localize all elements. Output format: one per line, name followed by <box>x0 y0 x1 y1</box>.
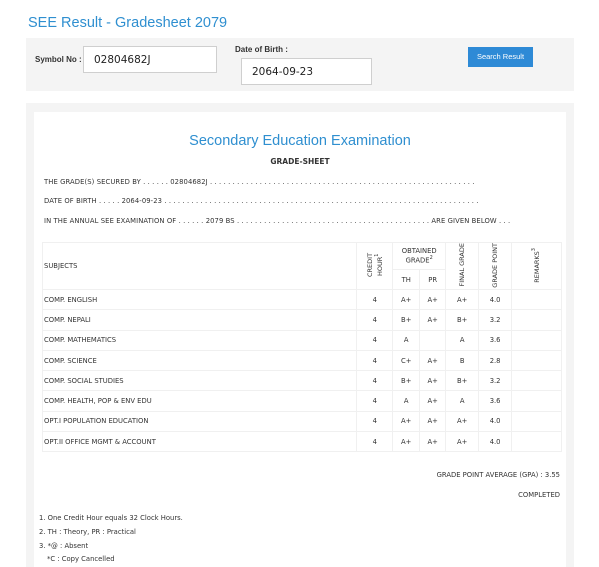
credit-cell: 4 <box>357 290 393 310</box>
credit-cell: 4 <box>357 350 393 370</box>
search-result-button[interactable]: Search Result <box>468 47 533 67</box>
table-row <box>43 432 562 452</box>
gpa-text: GRADE POINT AVERAGE (GPA) : 3.55 <box>436 471 560 479</box>
final-grade-cell: B+ <box>446 371 479 391</box>
exam-line: IN THE ANNUAL SEE EXAMINATION OF . . . . . . 2079 BS . . . . . . . . . . . . . . . . . . . . . . . . . . . . . . . . . . . . . . . . . . . ARE GIVEN BELOW . . . <box>44 217 511 225</box>
note-4: *C : Copy Cancelled <box>47 555 115 563</box>
grades-table <box>42 242 562 452</box>
th-grade-cell: A+ <box>393 432 420 452</box>
grade-point-cell: 3.6 <box>479 391 512 411</box>
credit-cell: 4 <box>357 330 393 350</box>
dob-label: Date of Birth : <box>235 45 288 54</box>
final-grade-cell: B+ <box>446 310 479 330</box>
subject-cell: OPT.II OFFICE MGMT & ACCOUNT <box>43 432 357 452</box>
subject-cell: COMP. SCIENCE <box>43 350 357 370</box>
table-row <box>43 350 562 370</box>
credit-cell: 4 <box>357 310 393 330</box>
table-row <box>43 371 562 391</box>
subject-cell: OPT.I POPULATION EDUCATION <box>43 411 357 431</box>
table-row <box>43 391 562 411</box>
pr-grade-cell: A+ <box>420 371 446 391</box>
symbol-no-label: Symbol No : <box>35 55 82 64</box>
credit-hour-header: CREDIT HOUR$^1$ <box>357 243 393 290</box>
subject-cell: COMP. MATHEMATICS <box>43 330 357 350</box>
subject-cell: COMP. ENGLISH <box>43 290 357 310</box>
pr-grade-cell: A+ <box>420 432 446 452</box>
pr-grade-cell <box>420 330 446 350</box>
exam-title: Secondary Education Examination <box>189 133 411 149</box>
note-3: 3. *@ : Absent <box>39 542 89 550</box>
gradesheet <box>34 112 566 567</box>
remarks-cell <box>512 391 562 411</box>
status-text: COMPLETED <box>518 491 560 499</box>
dob-line: DATE OF BIRTH . . . . . 2064-09-23 . . . . . . . . . . . . . . . . . . . . . . . . . . . . . . . . . . . . . . . . . . . . . . . . . . . . . . . . . . . . . . . . . . . . . . <box>44 197 479 205</box>
table-row <box>43 310 562 330</box>
grade-point-cell: 4.0 <box>479 290 512 310</box>
remarks-cell <box>512 411 562 431</box>
th-grade-cell: A+ <box>393 411 420 431</box>
dob-input[interactable] <box>241 58 372 85</box>
table-row <box>43 330 562 350</box>
remarks-cell <box>512 330 562 350</box>
pr-grade-cell: A+ <box>420 411 446 431</box>
th-grade-cell: A <box>393 391 420 411</box>
credit-cell: 4 <box>357 391 393 411</box>
pr-grade-cell: A+ <box>420 350 446 370</box>
grades-secured-line: THE GRADE(S) SECURED BY . . . . . . 02804682J . . . . . . . . . . . . . . . . . . . . . . . . . . . . . . . . . . . . . . . . . . . . . . . . . . . . . . . . . . . <box>44 178 475 186</box>
grade-point-header: GRADE POINT <box>479 243 512 290</box>
grade-point-cell: 3.6 <box>479 330 512 350</box>
grade-point-cell: 3.2 <box>479 310 512 330</box>
final-grade-cell: A <box>446 391 479 411</box>
th-grade-cell: B+ <box>393 371 420 391</box>
subject-cell: COMP. SOCIAL STUDIES <box>43 371 357 391</box>
credit-cell: 4 <box>357 371 393 391</box>
remarks-cell <box>512 290 562 310</box>
remarks-cell <box>512 432 562 452</box>
gradesheet-panel <box>26 103 574 567</box>
search-panel <box>26 38 574 91</box>
th-grade-cell: A <box>393 330 420 350</box>
remarks-header: REMARKS$^3$ <box>512 243 562 290</box>
remarks-cell <box>512 371 562 391</box>
final-grade-cell: B <box>446 350 479 370</box>
credit-cell: 4 <box>357 411 393 431</box>
grade-point-cell: 4.0 <box>479 411 512 431</box>
pr-grade-cell: A+ <box>420 391 446 411</box>
th-grade-cell: C+ <box>393 350 420 370</box>
final-grade-cell: A+ <box>446 411 479 431</box>
th-grade-cell: A+ <box>393 290 420 310</box>
subjects-header: SUBJECTS <box>43 243 357 290</box>
table-row <box>43 411 562 431</box>
remarks-cell <box>512 310 562 330</box>
final-grade-cell: A <box>446 330 479 350</box>
obtained-grade-header: OBTAINED GRADE$^2$ <box>393 243 446 270</box>
final-grade-header: FINAL GRADE <box>446 243 479 290</box>
final-grade-cell: A+ <box>446 290 479 310</box>
credit-cell: 4 <box>357 432 393 452</box>
grade-point-cell: 2.8 <box>479 350 512 370</box>
pr-grade-cell: A+ <box>420 290 446 310</box>
subject-cell: COMP. NEPALI <box>43 310 357 330</box>
note-2: 2. TH : Theory, PR : Practical <box>39 528 136 536</box>
th-grade-cell: B+ <box>393 310 420 330</box>
th-header: TH <box>393 270 420 290</box>
grade-point-cell: 3.2 <box>479 371 512 391</box>
subject-cell: COMP. HEALTH, POP & ENV EDU <box>43 391 357 411</box>
gradesheet-title: GRADE-SHEET <box>270 157 330 166</box>
pr-header: PR <box>420 270 446 290</box>
note-1: 1. One Credit Hour equals 32 Clock Hours. <box>39 514 183 522</box>
page-title: SEE Result - Gradesheet 2079 <box>28 15 228 31</box>
remarks-cell <box>512 350 562 370</box>
symbol-no-input[interactable] <box>83 46 217 73</box>
final-grade-cell: A+ <box>446 432 479 452</box>
pr-grade-cell: A+ <box>420 310 446 330</box>
grade-point-cell: 4.0 <box>479 432 512 452</box>
table-row <box>43 290 562 310</box>
